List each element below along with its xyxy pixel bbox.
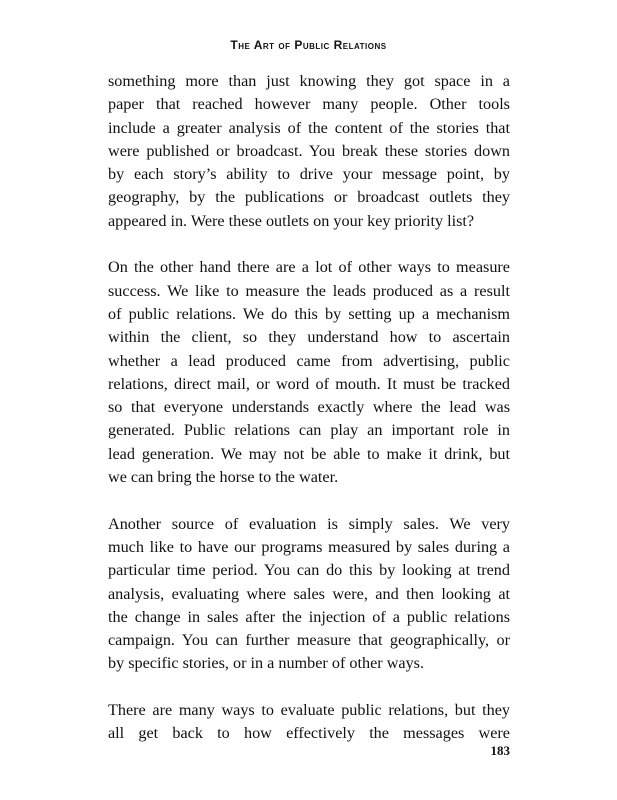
- text-line: include a greater analysis of the content of the stories that: [108, 118, 510, 137]
- text-line: There are many ways to evaluate public relations, but they: [108, 701, 510, 720]
- text-line: so that everyone understands exactly where the lead was: [108, 398, 510, 417]
- text-line: within the client, so they understand how to ascertain: [108, 328, 510, 347]
- text-line: lead generation. We may not be able to make it drink, but: [108, 444, 510, 463]
- text-line: geography, by the publications or broadcast outlets they: [108, 188, 510, 207]
- text-line: appeared in. Were these outlets on your key priority list?: [108, 211, 475, 230]
- text-line: particular time period. You can do this by looking at trend: [108, 561, 510, 580]
- text-line: On the other hand there are a lot of other ways to measure: [108, 258, 510, 277]
- body-text: [108, 70, 510, 746]
- paragraph-4: [108, 699, 510, 746]
- text-line: by each story’s ability to drive your message point, by: [108, 165, 510, 184]
- text-line: paper that reached however many people. Other tools: [108, 95, 510, 114]
- paragraph-3: [108, 513, 510, 676]
- page-number: 183: [490, 743, 510, 758]
- paragraph-2: [108, 256, 510, 489]
- text-line: by specific stories, or in a number of other ways.: [108, 654, 425, 673]
- text-line: something more than just knowing they got space in a: [108, 72, 510, 90]
- text-line: the change in sales after the injection of a public relations: [108, 607, 510, 626]
- text-line: generated. Public relations can play an important role in: [108, 421, 510, 440]
- text-line: analysis, evaluating where sales were, and then looking at: [108, 584, 510, 603]
- text-line: all get back to how effectively the messages were: [108, 724, 510, 743]
- text-line: of public relations. We do this by setting up a mechanism: [108, 304, 510, 323]
- text-line: we can bring the horse to the water.: [108, 468, 339, 487]
- text-line: relations, direct mail, or word of mouth. It must be tracked: [108, 374, 510, 393]
- text-line: were published or broadcast. You break these stories down: [108, 141, 510, 160]
- text-line: whether a lead produced came from advertising, public: [108, 351, 510, 370]
- text-line: success. We like to measure the leads produced as a result: [108, 281, 510, 300]
- paragraph-1: [108, 70, 510, 233]
- text-line: Another source of evaluation is simply sales. We very: [108, 514, 510, 533]
- running-head: The Art of Public Relations: [230, 38, 387, 52]
- text-line: campaign. You can further measure that geographically, or: [108, 631, 510, 650]
- text-line: much like to have our programs measured by sales during a: [108, 537, 510, 556]
